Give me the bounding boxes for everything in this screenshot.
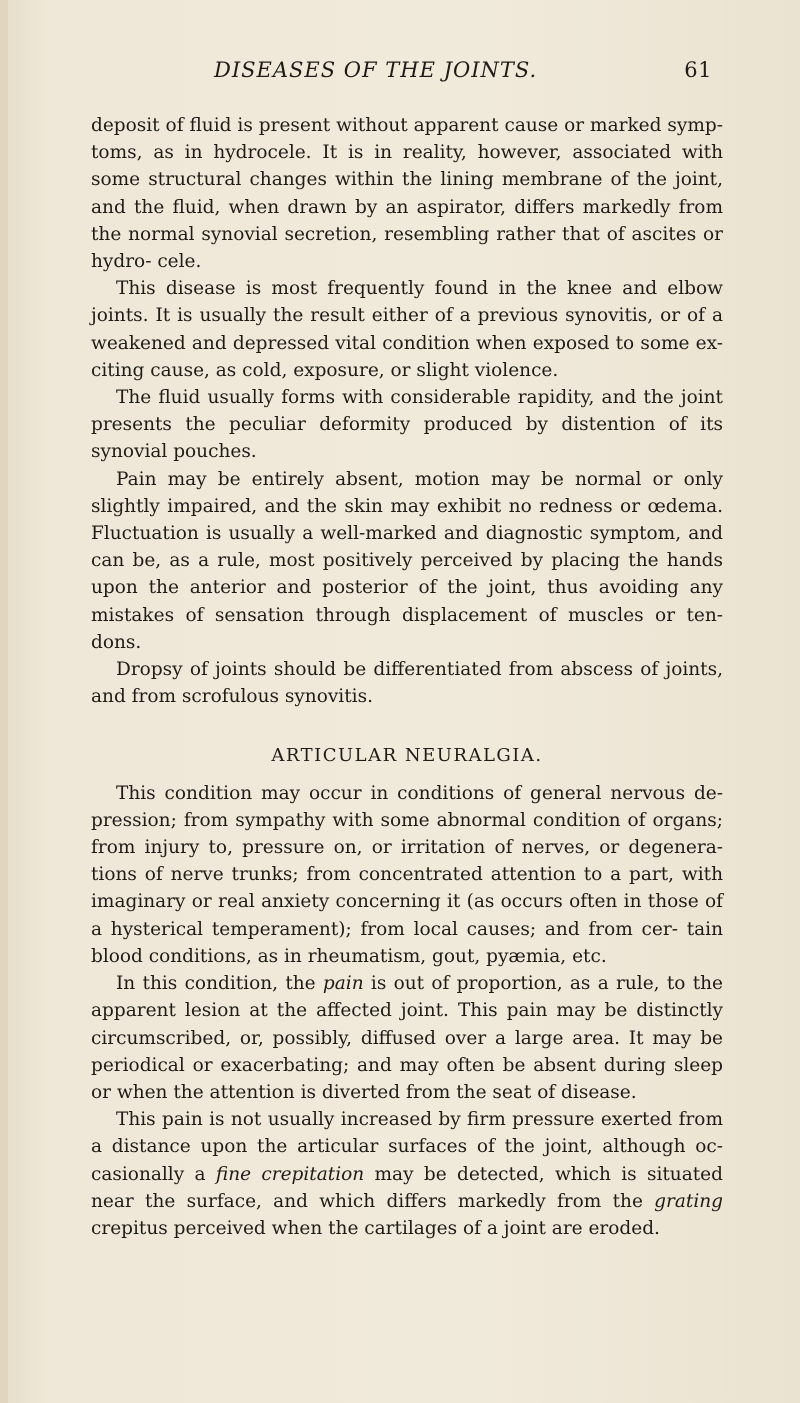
body-text <box>91 112 723 1242</box>
text-run: crepitus perceived when the cartilages of a joint are eroded. <box>91 1217 660 1239</box>
paragraph-differential: Dropsy of joints should be differentiated from abscess of joints, and from scrofulous synovitis. <box>91 659 723 708</box>
emphasis-grating: grating <box>654 1190 723 1212</box>
page-edge <box>0 0 8 1403</box>
paragraph-neuralgia-causes: This condition may occur in conditions of general nervous de- pression; from sympathy with some abnormal condition of organs; from injury to, pressure on, or irritation of nerves, or degenera- tions of nerve trunks; from concentrated attention to a part, with imaginary or real anxiety concerning it (as occurs often in those of a hysterical temperament); from local causes; and from cer- tain blood conditions, as in rheumatism, gout, pyæmia, etc. <box>91 782 723 967</box>
paragraph-pain: Pain may be entirely absent, motion may be normal or only slightly impaired, and the skin may exhibit no redness or œdema. Fluctuation is usually a well-marked and diagnostic symptom, and can be, as a rule, most positively perceived by placing the hands upon the anterior and posterior of the joint, thus avoiding any mistakes of sensation through displacement of muscles or ten- dons. <box>91 468 723 653</box>
paragraph-frequency: This disease is most frequently found in the knee and elbow joints. It is usually the result either of a previous synovitis, or of a weakened and depressed vital condition when exposed to some ex- citing cause, as cold, exposure, or slight violence. <box>91 278 723 381</box>
running-head: DISEASES OF THE JOINTS. <box>214 58 538 82</box>
text-run: This pain is not usually increased by firm pressure exerted from a distance upon the articular surfaces of the joint, although oc- casionally a <box>91 1109 723 1185</box>
section-title: ARTICULAR NEURALGIA. <box>271 745 543 767</box>
text-run: may be detected, which is situated near the surface, and which differs markedly from the <box>91 1163 723 1212</box>
paragraph-neuralgia-pain <box>91 970 723 1106</box>
text-run: In this condition, the <box>116 973 323 995</box>
page-header <box>214 58 712 88</box>
paragraph-hydrops-cont: deposit of fluid is present without apparent cause or marked symp- toms, as in hydrocele. It is in reality, however, associated with some structural changes within the lining membrane of the joint, and the fluid, when drawn by an aspirator, differs markedly from the normal synovial secretion, resembling rather that of ascites or hydro- cele. <box>91 115 723 273</box>
emphasis-pain: pain <box>322 973 364 995</box>
paragraph-neuralgia-pressure <box>91 1106 723 1242</box>
paragraph-fluid: The fluid usually forms with considerable rapidity, and the joint presents the peculiar deformity produced by distention of its synovial pouches. <box>91 387 723 463</box>
emphasis-fine-crepitation: fine crepitation <box>215 1163 365 1185</box>
text-run: is out of proportion, as a rule, to the apparent lesion at the affected joint. This pain may be distinctly circumscribed, or, possibly, diffused over a large area. It may be periodical or exacerbating; and may often be absent during sleep or when the attention is diverted from the seat of disease. <box>91 973 723 1103</box>
page-number: 61 <box>684 58 712 82</box>
